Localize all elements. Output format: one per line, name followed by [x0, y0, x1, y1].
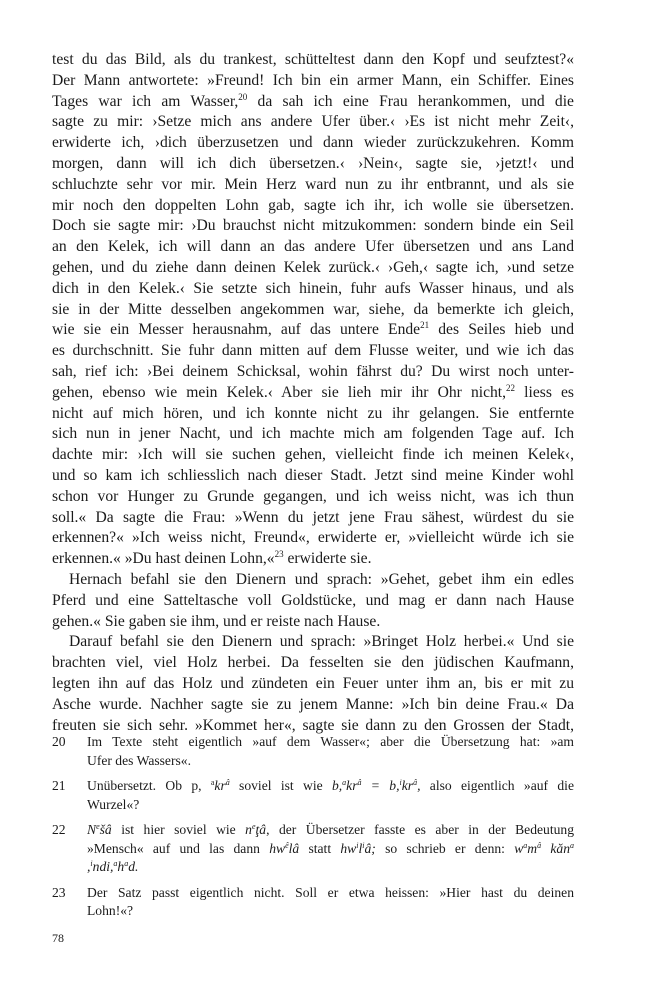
- body-line: [52, 112, 574, 133]
- footnote-text: [87, 733, 574, 770]
- body-line-text: es durchschnitt. Sie fuhr dann mitten auf dem Flusse weiter, und wie ich das: [52, 342, 574, 360]
- body-line-text: an den Kelek, ich will dann an das andere Ufer übersetzen und ans Land: [52, 238, 574, 256]
- body-line-text: liess es: [515, 383, 574, 401]
- body-line-text: gehen, ebenso wie mein Kelek.‹ Aber sie lieh mir ihr Ohr nicht,: [52, 383, 507, 401]
- body-line: [52, 674, 574, 695]
- body-line-text: sah, rief ich: ›Bei deinem Schicksal, wohin fährst du? Du wirst noch unter-: [52, 362, 574, 380]
- body-line: [52, 71, 574, 92]
- body-line-text: sie in der Mitte desselben angekommen war, siehe, da bemerkte ich gleich,: [52, 300, 574, 318]
- body-line-text: Der Mann antwortete: »Freund! Ich bin ein armer Mann, ein Schiffer. Eines: [52, 71, 574, 89]
- body-line: [52, 133, 574, 154]
- footnote-ref[interactable]: 23: [274, 549, 284, 560]
- body-line-text: test du das Bild, als du trankest, schütteltest dann den Kopf und seufztest?«: [52, 51, 574, 68]
- footnote-text: [87, 777, 574, 814]
- body-line: [52, 487, 574, 508]
- footnote-ref[interactable]: 21: [420, 320, 430, 331]
- body-line-text: Tages war ich am Wasser,: [52, 92, 239, 110]
- body-line-text: erwiderte sie.: [283, 550, 372, 568]
- body-line-text: erkennen.« »Du hast deinen Lohn,«: [52, 550, 275, 568]
- body-line-text: morgen, dann will ich dich übersetzen.‹ ›Nein‹, sagte sie, ›jetzt!‹ und: [52, 154, 574, 172]
- body-line: [52, 612, 574, 633]
- body-line: [52, 196, 574, 217]
- body-line: [52, 216, 574, 237]
- footnote-ref[interactable]: 22: [506, 382, 516, 393]
- footnote-line: Unübersetzt. Ob p, $^akr^â$ soviel ist wie $b,^akr^â = b,^ikr^â$, also eigentlich »auf die: [87, 778, 574, 793]
- body-line: [52, 320, 574, 341]
- body-line: [52, 279, 574, 300]
- footnote-number: 23: [52, 884, 66, 900]
- body-line: [52, 383, 574, 404]
- body-line-text: brachten viel, viel Holz herbei. Da fesselten sie den jüdischen Kaufmann,: [52, 654, 574, 672]
- body-line-text: gehen.« Sie gaben sie ihm, und er reiste nach Hause.: [52, 612, 381, 630]
- footnote-text: [87, 884, 574, 921]
- body-line: [52, 424, 574, 445]
- footnote-line: Ufer des Wassers«.: [87, 752, 191, 768]
- body-line-text: des Seiles hieb und: [429, 321, 574, 339]
- footnote-line: »Mensch« auf und las dann $hw^êlâ$ statt $hw^il^iâ$; so schrieb er denn: $w^am^â$ kăn$^a$: [87, 840, 574, 856]
- footnotes: [52, 733, 574, 928]
- body-line: [52, 154, 574, 175]
- body-line-text: erwiderte ich, ›dich überzusetzen und dann wieder zurückzukehren. Komm: [52, 134, 574, 152]
- body-line-text: da sah ich eine Frau herankommen, und die: [247, 92, 574, 110]
- body-line: [52, 653, 574, 674]
- footnote-number: 22: [52, 822, 66, 837]
- body-line-text: Asche wurde. Nachher sagte sie zu jenem Manne: »Ich bin deine Frau.« Da: [52, 695, 574, 713]
- body-line-text: freuten sie sich sehr. »Kommet her«, sagte sie dann zu den Grossen der Stadt,: [52, 716, 574, 734]
- body-line: [52, 300, 574, 321]
- body-line: [52, 50, 574, 71]
- body-line-text: dachte mir: ›Ich will sie suchen gehen, vielleicht finde ich meinen Kelek‹,: [52, 446, 574, 464]
- body-line-text: wie sie ein Messer herausnahm, auf das untere Ende: [52, 321, 421, 339]
- footnote-number: 21: [52, 778, 66, 793]
- body-line: [52, 362, 574, 383]
- body-line-text: erkennen?« »Ich weiss nicht, Freund«, erwiderte er, »vielleicht würde ich sie: [52, 529, 574, 547]
- body-line: [52, 570, 574, 591]
- body-line-text: sagte zu mir: ›Setze mich ans andere Ufer über.‹ ›Es ist nicht mehr Zeit‹,: [52, 113, 574, 131]
- body-line: [52, 528, 574, 549]
- body-line: [52, 92, 574, 113]
- body-line-text: nicht auf mich hören, und ich konnte nicht zu ihr gelangen. Sie entfernte: [52, 404, 574, 422]
- footnote-ref[interactable]: 20: [238, 91, 248, 102]
- body-line: [52, 175, 574, 196]
- body-line-text: und so kam ich schliesslich nach dieser Stadt. Jetzt sind meine Kinder wohl: [52, 466, 574, 484]
- body-line: [52, 695, 574, 716]
- body-line-text: schon vor Hunger zu Grunde gegangen, und ich weiss nicht, was ich thun: [52, 487, 574, 505]
- footnote-text: [87, 821, 574, 877]
- body-line-text: legten ihn auf das Holz und zündeten ein Feuer unter ihm an, bis er mit zu: [52, 674, 574, 692]
- footnote-20: [52, 733, 574, 770]
- body-line: [52, 445, 574, 466]
- footnote-23: [52, 884, 574, 921]
- body-line-text: mir noch den doppelten Lohn gab, sagte ich ihr, ich wolle sie übersetzen.: [52, 196, 574, 214]
- footnote-number: 20: [52, 734, 66, 749]
- page-number: 78: [52, 931, 64, 945]
- body-line: [52, 508, 574, 529]
- body-line-text: Darauf befahl sie den Dienern und sprach: »Bringet Holz herbei.« Und sie: [69, 633, 574, 651]
- body-line: [52, 341, 574, 362]
- body-line: [52, 258, 574, 279]
- footnote-21: [52, 777, 574, 814]
- body-line-text: schluchzte sehr vor mir. Mein Herz ward nun zu ihr entbrannt, und als sie: [52, 175, 574, 193]
- footnote-line: $N^ešâ$ ist hier soviel wie $n^eţâ$, der Übersetzer fasste es aber in der Bedeutung: [87, 822, 574, 837]
- body-line-text: Doch sie sagte mir: ›Du brauchst nicht mitzukommen: sondern binde ein Seil: [52, 217, 574, 235]
- body-line-text: Hernach befahl sie den Dienern und sprach: »Gehet, gebet ihm ein edles: [69, 570, 574, 588]
- body-line-text: gehen, und du ziehe dann deinen Kelek zurück.‹ ›Geh,‹ sagte ich, ›und setze: [52, 258, 574, 276]
- body-line: [52, 237, 574, 258]
- body-line-text: sich nun in jener Nacht, und ich machte mich am folgenden Tage auf. Ich: [52, 425, 574, 443]
- footnote-line: Im Texte steht eigentlich »auf dem Wasser«; aber die Übersetzung hat: »am: [87, 734, 574, 749]
- footnote-22: [52, 821, 574, 877]
- footnote-line: Wurzel«?: [87, 796, 140, 812]
- footnote-line: Lohn!«?: [87, 903, 134, 918]
- body-line-text: soll.« Da sagte die Frau: »Wenn du jetzt jene Frau sähest, würdest du sie: [52, 508, 574, 526]
- footnote-line: Der Satz passt eigentlich nicht. Soll er etwa heissen: »Hier hast du deinen: [87, 884, 574, 900]
- body-line: [52, 549, 574, 570]
- body-line: [52, 591, 574, 612]
- body-line-text: Pferd und eine Satteltasche voll Goldstücke, und mag er dann nach Hause: [52, 591, 574, 609]
- body-line: [52, 466, 574, 487]
- footnote-line: $,^indi,^ah^ad$.: [87, 859, 139, 874]
- body-line-text: dich in den Kelek.‹ Sie setzte sich hinein, fuhr aufs Wasser hinaus, und als: [52, 279, 574, 297]
- body-line: [52, 404, 574, 425]
- body-text: [52, 50, 574, 736]
- body-line: [52, 632, 574, 653]
